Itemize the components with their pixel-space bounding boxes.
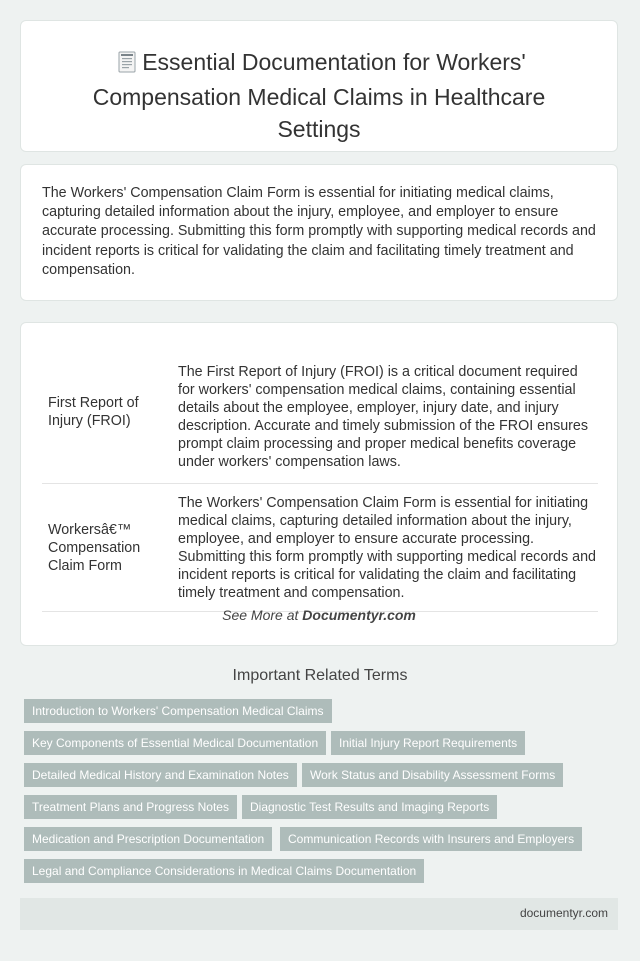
related-tag[interactable]: Treatment Plans and Progress Notes bbox=[24, 795, 237, 819]
page-title-text: Essential Documentation for Workers' Compensation Medical Claims in Healthcare Settings bbox=[92, 49, 546, 142]
related-tag[interactable]: Detailed Medical History and Examination Notes bbox=[24, 763, 297, 787]
related-tag[interactable]: Legal and Compliance Considerations in Medical Claims Documentation bbox=[24, 859, 424, 883]
title-card bbox=[20, 20, 618, 152]
footer bbox=[20, 898, 618, 930]
related-tag[interactable]: Medication and Prescription Documentation bbox=[24, 827, 272, 851]
table-description: The Workers' Compensation Claim Form is essential for initiating medical claims, capturing detailed information about the injury, employee, and employer to ensure accurate processing. Submitting this form promptly with supporting medical records and incident reports is critical for validating the claim and facilitating timely treatment and compensation. bbox=[172, 484, 598, 612]
page-title bbox=[51, 46, 587, 145]
table-term: First Report of Injury (FROI) bbox=[42, 341, 172, 484]
summary-text: The Workers' Compensation Claim Form is essential for initiating medical claims, capturing detailed information about the injury, employee, and employer to ensure accurate processing. Submitting this form promptly with supporting medical records and incident reports is critical for validating the claim and facilitating timely treatment and compensation. bbox=[42, 185, 596, 278]
related-tag[interactable]: Diagnostic Test Results and Imaging Reports bbox=[242, 795, 497, 819]
table-description: The First Report of Injury (FROI) is a critical document required for workers' compensation medical claims, containing essential details about the employee, employer, injury date, and injury description. Accurate and timely submission of the FROI ensures prompt claim processing and proper medical benefits coverage under workers' compensation laws. bbox=[172, 341, 598, 484]
related-tag[interactable]: Introduction to Workers' Compensation Medical Claims bbox=[24, 699, 332, 723]
table-term: Workersâ€™ Compensation Claim Form bbox=[42, 484, 172, 612]
related-tag[interactable]: Key Components of Essential Medical Documentation bbox=[24, 731, 326, 755]
documents-table bbox=[42, 341, 598, 612]
see-more-link[interactable] bbox=[21, 607, 617, 623]
table-row bbox=[42, 484, 598, 612]
related-tag[interactable]: Communication Records with Insurers and Employers bbox=[280, 827, 582, 851]
table-row bbox=[42, 341, 598, 484]
footer-site[interactable]: documentyr.com bbox=[519, 906, 608, 920]
related-tag[interactable]: Work Status and Disability Assessment Forms bbox=[302, 763, 563, 787]
related-tag[interactable]: Initial Injury Report Requirements bbox=[331, 731, 525, 755]
see-more-prefix: See More at bbox=[222, 607, 303, 623]
related-terms-heading: Important Related Terms bbox=[232, 667, 408, 684]
see-more-site: Documentyr.com bbox=[302, 607, 416, 623]
table-card bbox=[20, 322, 618, 646]
document-icon bbox=[112, 49, 142, 81]
summary-card bbox=[20, 164, 618, 301]
